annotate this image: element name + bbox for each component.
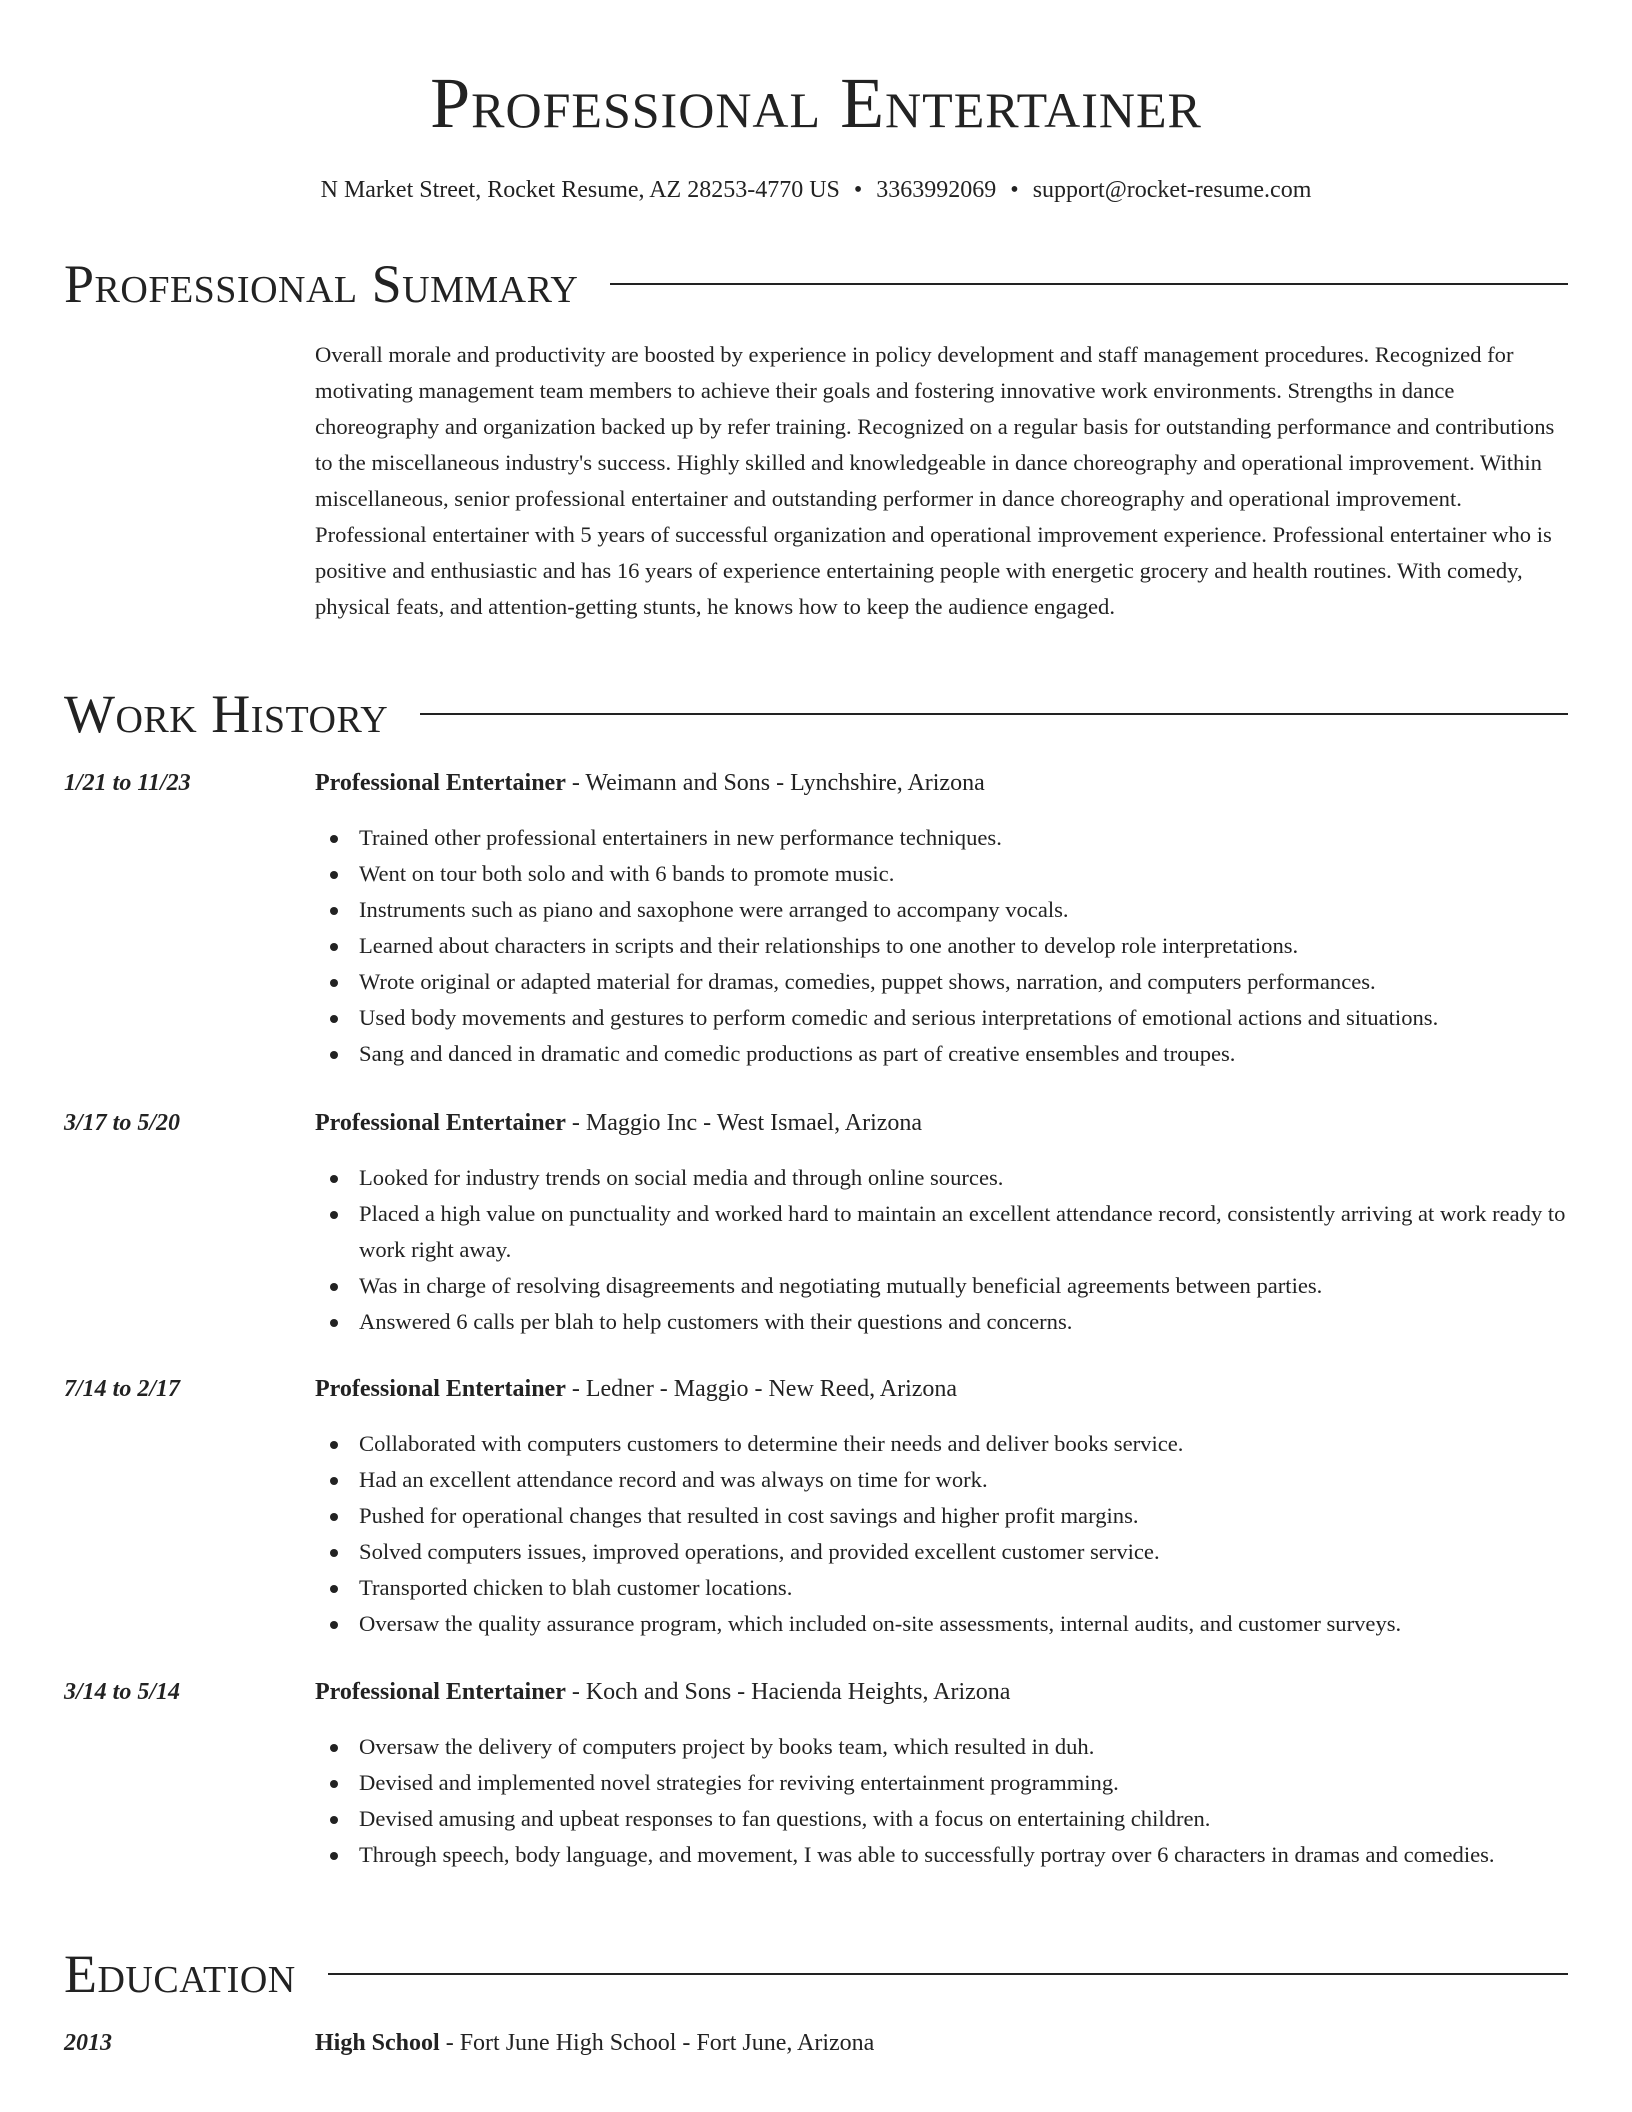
list-item: Sang and danced in dramatic and comedic productions as part of creative ensembles and troupes. bbox=[315, 1036, 1568, 1072]
list-item: Transported chicken to blah customer locations. bbox=[315, 1570, 1568, 1606]
contact-line bbox=[64, 174, 1568, 206]
list-item: Through speech, body language, and movement, I was able to successfully portray over 6 characters in dramas and comedies. bbox=[315, 1837, 1568, 1873]
list-item: Went on tour both solo and with 6 bands to promote music. bbox=[315, 856, 1568, 892]
job-dates: 1/21 to 11/23 bbox=[64, 770, 191, 796]
work-section-header bbox=[64, 682, 1568, 746]
list-item: Devised amusing and upbeat responses to fan questions, with a focus on entertaining children. bbox=[315, 1801, 1568, 1837]
list-item: Instruments such as piano and saxophone were arranged to accompany vocals. bbox=[315, 892, 1568, 928]
list-item: Used body movements and gestures to perform comedic and serious interpretations of emotional actions and situations. bbox=[315, 1000, 1568, 1036]
job-heading bbox=[315, 1106, 1568, 1140]
candidate-name: Professional Entertainer bbox=[430, 63, 1202, 143]
contact-separator: • bbox=[1010, 177, 1019, 203]
section-divider bbox=[420, 713, 1568, 715]
job-bullets bbox=[315, 1426, 1568, 1642]
list-item: Pushed for operational changes that resulted in cost savings and higher profit margins. bbox=[315, 1498, 1568, 1534]
job-heading bbox=[315, 766, 1568, 800]
job-title: Professional Entertainer bbox=[315, 1376, 566, 1402]
list-item: Answered 6 calls per blah to help customers with their questions and concerns. bbox=[315, 1304, 1568, 1340]
job-title: Professional Entertainer bbox=[315, 1679, 566, 1705]
job-bullets bbox=[315, 1729, 1568, 1873]
work-section-title: Work History bbox=[64, 684, 389, 744]
job-dates: 3/17 to 5/20 bbox=[64, 1110, 181, 1136]
section-divider bbox=[610, 283, 1568, 285]
education-details: - Fort June High School - Fort June, Arizona bbox=[439, 2030, 875, 2056]
education-heading bbox=[315, 2026, 1568, 2060]
job-title: Professional Entertainer bbox=[315, 1110, 566, 1136]
list-item: Learned about characters in scripts and their relationships to one another to develop role interpretations. bbox=[315, 928, 1568, 964]
job-heading bbox=[315, 1675, 1568, 1709]
education-degree: High School bbox=[315, 2030, 440, 2056]
education-section-title: Education bbox=[64, 1944, 296, 2004]
list-item: Had an excellent attendance record and was always on time for work. bbox=[315, 1462, 1568, 1498]
contact-email: support@rocket-resume.com bbox=[1032, 177, 1312, 203]
job-heading bbox=[315, 1372, 1568, 1406]
contact-address: N Market Street, Rocket Resume, AZ 28253-4770 US bbox=[320, 177, 840, 203]
job-dates: 3/14 to 5/14 bbox=[64, 1679, 181, 1705]
job-bullets bbox=[315, 1160, 1568, 1340]
list-item: Looked for industry trends on social media and through online sources. bbox=[315, 1160, 1568, 1196]
job-details: - Ledner - Maggio - New Reed, Arizona bbox=[565, 1376, 958, 1402]
list-item: Oversaw the delivery of computers project by books team, which resulted in duh. bbox=[315, 1729, 1568, 1765]
summary-section-header bbox=[64, 252, 1568, 316]
job-details: - Weimann and Sons - Lynchshire, Arizona bbox=[565, 770, 985, 796]
list-item: Trained other professional entertainers in new performance techniques. bbox=[315, 820, 1568, 856]
summary-text: Overall morale and productivity are boosted by experience in policy development and staff management procedures. Recognized for motivating management team members to achieve their goals and fostering innovative work environments. Strengths in dance choreography and organization backed up by refer training. Recognized on a regular basis for outstanding performance and contributions to the miscellaneous industry's success. Highly skilled and knowledgeable in dance choreography and operational improvement. Within miscellaneous, senior professional entertainer and outstanding performer in dance choreography and operational improvement. Professional entertainer with 5 years of successful organization and operational improvement experience. Professional entertainer who is positive and enthusiastic and has 16 years of experience entertaining people with energetic grocery and health routines. With comedy, physical feats, and attention-getting stunts, he knows how to keep the audience engaged. bbox=[315, 342, 1555, 619]
list-item: Devised and implemented novel strategies for reviving entertainment programming. bbox=[315, 1765, 1568, 1801]
list-item: Collaborated with computers customers to determine their needs and deliver books service. bbox=[315, 1426, 1568, 1462]
list-item: Was in charge of resolving disagreements and negotiating mutually beneficial agreements between parties. bbox=[315, 1268, 1568, 1304]
job-details: - Maggio Inc - West Ismael, Arizona bbox=[565, 1110, 923, 1136]
job-title: Professional Entertainer bbox=[315, 770, 566, 796]
education-section-header bbox=[64, 1942, 1568, 2006]
summary-section-title: Professional Summary bbox=[64, 254, 579, 314]
job-bullets bbox=[315, 820, 1568, 1072]
list-item: Solved computers issues, improved operations, and provided excellent customer service. bbox=[315, 1534, 1568, 1570]
section-divider bbox=[328, 1973, 1568, 1975]
list-item: Placed a high value on punctuality and worked hard to maintain an excellent attendance record, consistently arriving at work ready to work right away. bbox=[315, 1196, 1568, 1268]
contact-phone: 3363992069 bbox=[876, 177, 997, 203]
list-item: Wrote original or adapted material for dramas, comedies, puppet shows, narration, and computers performances. bbox=[315, 964, 1568, 1000]
job-dates: 7/14 to 2/17 bbox=[64, 1376, 181, 1402]
list-item: Oversaw the quality assurance program, which included on-site assessments, internal audits, and customer surveys. bbox=[315, 1606, 1568, 1642]
education-year: 2013 bbox=[64, 2030, 112, 2056]
job-details: - Koch and Sons - Hacienda Heights, Arizona bbox=[565, 1679, 1011, 1705]
contact-separator: • bbox=[853, 177, 863, 203]
